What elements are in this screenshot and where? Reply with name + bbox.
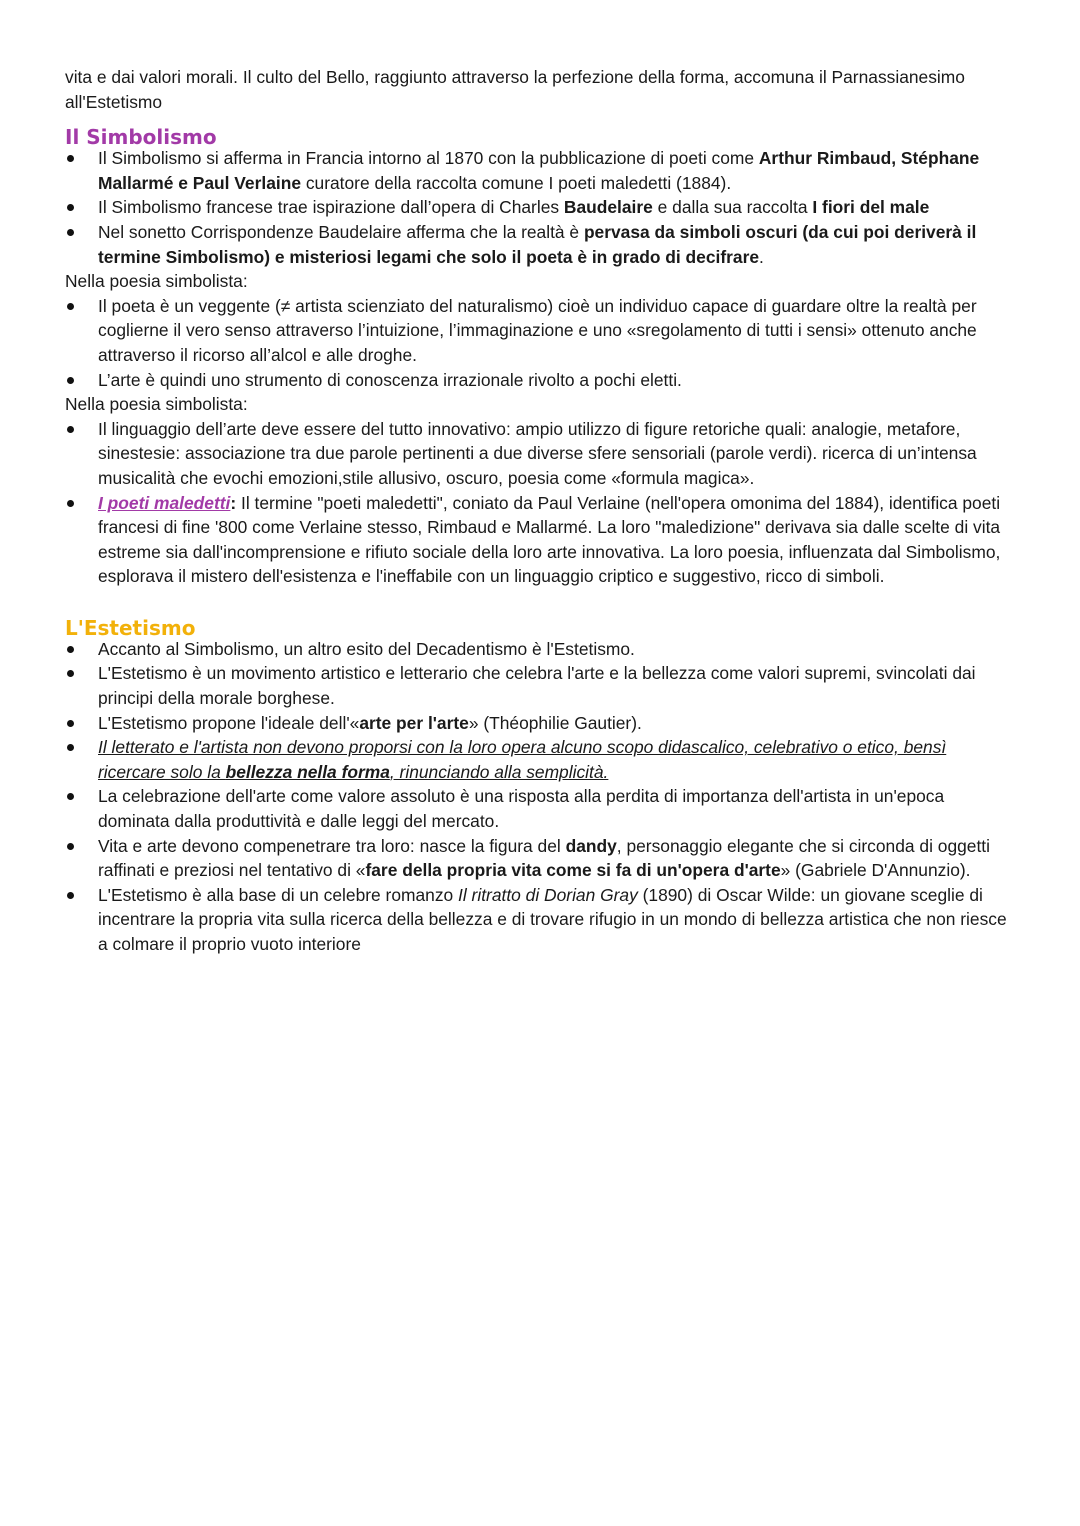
list-item: Accanto al Simbolismo, un altro esito del Decadentismo è l'Estetismo.: [65, 637, 1010, 662]
intro-paragraph: vita e dai valori morali. Il culto del Bello, raggiunto attraverso la perfezione della forma, accomuna il Parnassianesimo all'Estetismo: [65, 67, 965, 112]
subheading-poesia-simbolista: Nella poesia simbolista:: [65, 394, 248, 415]
list-item: L'Estetismo propone l'ideale dell'«arte per l'arte» (Théophilie Gautier).: [65, 711, 1010, 736]
list-item: Nel sonetto Corrispondenze Baudelaire afferma che la realtà è pervasa da simboli oscuri (da cui poi deriverà il termine Simbolismo) e misteriosi legami che solo il poeta è in grado di decifrare.: [65, 220, 1010, 269]
list-item: Il linguaggio dell’arte deve essere del tutto innovativo: ampio utilizzo di figure retoriche quali: analogie, metafore, sinestesie: associazione tra due parole pertinenti a due diverse sfere sensoriali (parole verdi). ricerca di un’intensa musicalità che evochi emozioni,stile allusivo, oscuro, poesia come «formula magica».: [65, 417, 1010, 491]
list-item: Il Simbolismo francese trae ispirazione dall’opera di Charles Baudelaire e dalla sua raccolta I fiori del male: [65, 195, 1010, 220]
heading-simbolismo: Il Simbolismo: [65, 125, 217, 150]
subheading-poesia-simbolista: Nella poesia simbolista:: [65, 271, 248, 292]
heading-estetismo: L'Estetismo: [65, 615, 196, 640]
list-item: La celebrazione dell'arte come valore assoluto è una risposta alla perdita di importanza dell'artista in un'epoca dominata dalla produttività e dalle leggi del mercato.: [65, 784, 1010, 833]
estetismo-list: [65, 637, 1010, 957]
list-item: Vita e arte devono compenetrare tra loro: nasce la figura del dandy, personaggio elegante che si circonda di oggetti raffinati e preziosi nel tentativo di «fare della propria vita come si fa di un'opera d'arte» (Gabriele D'Annunzio).: [65, 834, 1010, 883]
list-item: L'Estetismo è alla base di un celebre romanzo Il ritratto di Dorian Gray (1890) di Oscar Wilde: un giovane sceglie di incentrare la propria vita sulla ricerca della bellezza e di trovare rifugio in un mondo di bellezza artistica che non riesce a colmare il proprio vuoto interiore: [65, 883, 1010, 957]
list-item: Il letterato e l'artista non devono proporsi con la loro opera alcuno scopo didascalico, celebrativo o etico, bensì ricercare solo la bellezza nella forma, rinunciando alla semplicità.: [65, 735, 1010, 784]
simbolismo-list-3: [65, 417, 1010, 589]
list-item: Il Simbolismo si afferma in Francia intorno al 1870 con la pubblicazione di poeti come Arthur Rimbaud, Stéphane Mallarmé e Paul Verlaine curatore della raccolta comune I poeti maledetti (1884).: [65, 146, 1010, 195]
list-item: L'Estetismo è un movimento artistico e letterario che celebra l'arte e la bellezza come valori supremi, svincolati dai principi della morale borghese.: [65, 661, 1010, 710]
simbolismo-list-2: [65, 294, 1010, 392]
simbolismo-list-1: [65, 146, 1010, 269]
list-item: L’arte è quindi uno strumento di conoscenza irrazionale rivolto a pochi eletti.: [65, 368, 1010, 393]
poeti-maledetti-link[interactable]: I poeti maledetti: [98, 492, 231, 513]
list-item: I poeti maledetti: Il termine "poeti maledetti", coniato da Paul Verlaine (nell'opera omonima del 1884), identifica poeti francesi di fine '800 come Verlaine stesso, Rimbaud e Mallarmé. La loro "maledizione" derivava sia dalle scelte di vita estreme sia dall'incomprensione e rifiuto sociale della loro arte innovativa. La loro poesia, influenzata dal Simbolismo, esplorava il mistero dell'esistenza e l'ineffabile con un linguaggio criptico e suggestivo, ricco di simboli.: [65, 491, 1010, 589]
list-item: Il poeta è un veggente (≠ artista scienziato del naturalismo) cioè un individuo capace di guardare oltre la realtà per coglierne il vero senso attraverso l’intuizione, l’immaginazione e uno «sregolamento di tutti i sensi» ottenuto anche attraverso il ricorso all’alcol e alle droghe.: [65, 294, 1010, 368]
